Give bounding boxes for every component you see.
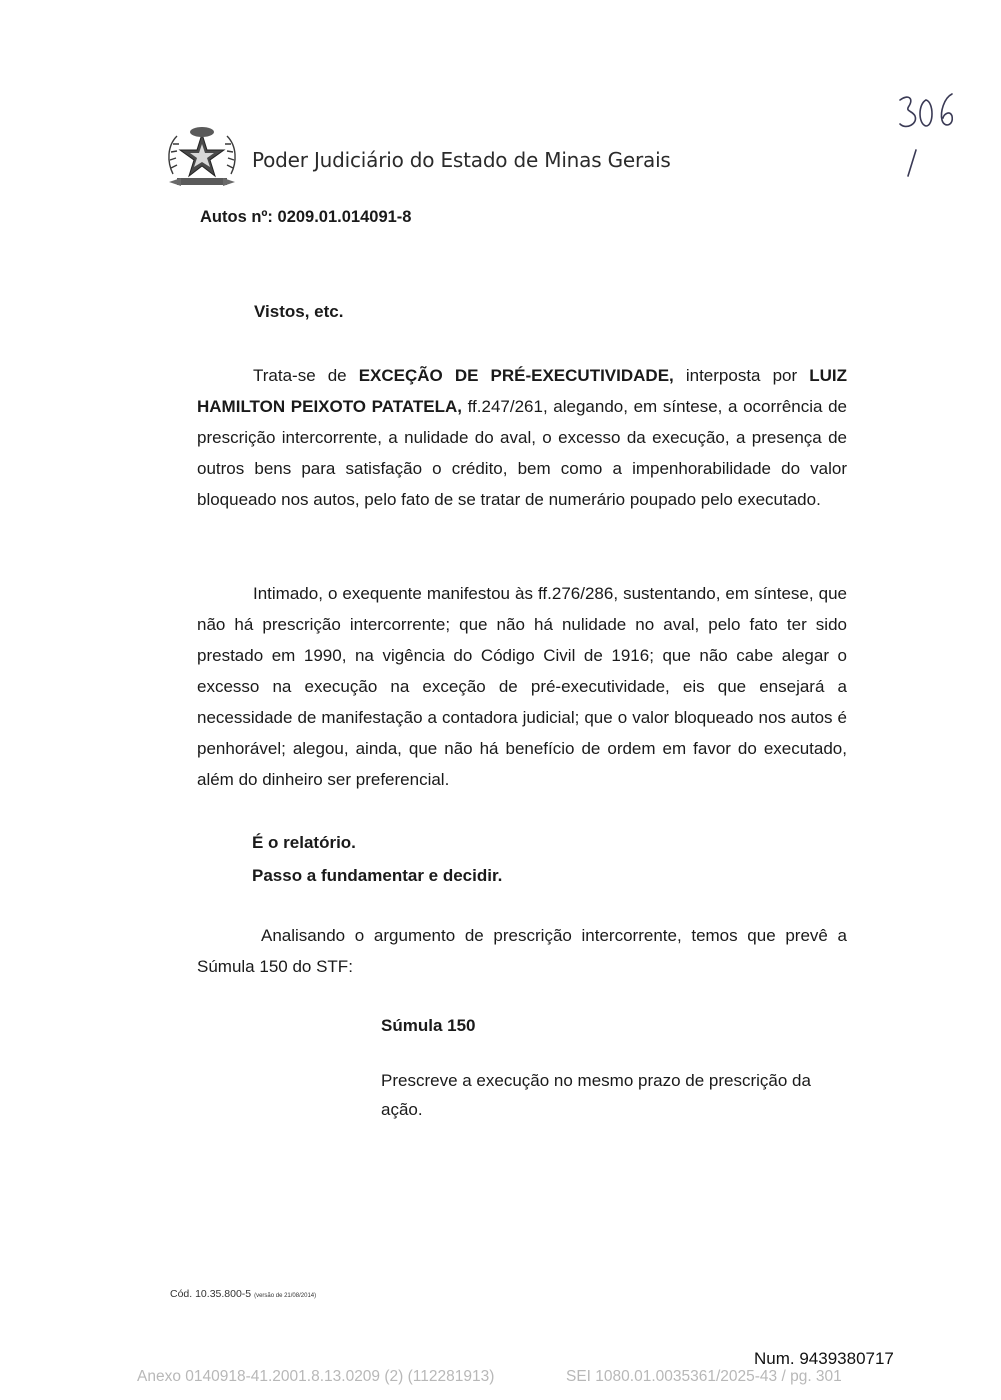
form-code bbox=[170, 1288, 316, 1300]
p1-text-3: ff.247/261, alegando, em síntese, a ocorrência de prescrição intercorrente, a nulidade do aval, o excesso da execução, a presença de outros bens para satisfação o crédito, bem como a impenhorabilidade do valor bloqueado nos autos, pelo fato de se tratar de numerário poupado pelo executado. bbox=[197, 397, 847, 509]
header-title: Poder Judiciário do Estado de Minas Gerais bbox=[252, 148, 671, 172]
report-heading bbox=[252, 826, 502, 892]
handwritten-folio-number bbox=[888, 88, 960, 180]
document-number: Num. 9439380717 bbox=[754, 1349, 894, 1368]
sei-reference: SEI 1080.01.0035361/2025-43 / pg. 301 bbox=[566, 1368, 842, 1385]
p1-text-1: Trata-se de bbox=[253, 366, 359, 385]
annex-reference: Anexo 0140918-41.2001.8.13.0209 (2) (112281913) bbox=[137, 1368, 495, 1385]
handwritten-folio-icon bbox=[888, 88, 960, 180]
sumula-title: Súmula 150 bbox=[381, 1016, 476, 1035]
paragraph-analysis bbox=[197, 920, 847, 982]
report-line: É o relatório. bbox=[252, 833, 356, 852]
paragraph-exception bbox=[197, 360, 847, 515]
form-code-version: (versão de 21/08/2014) bbox=[254, 1293, 317, 1299]
p1-text-2: interposta por bbox=[673, 366, 810, 385]
form-code-number: Cód. 10.35.800-5 bbox=[170, 1288, 252, 1300]
p1-bold-exception: EXCEÇÃO DE PRÉ-EXECUTIVIDADE, bbox=[358, 366, 674, 385]
paragraph-response bbox=[197, 578, 847, 795]
coat-of-arms-logo bbox=[163, 124, 241, 192]
greeting: Vistos, etc. bbox=[254, 302, 344, 321]
decide-line: Passo a fundamentar e decidir. bbox=[252, 866, 503, 885]
sumula-text: Prescreve a execução no mesmo prazo de prescrição da ação. bbox=[381, 1071, 811, 1119]
p2-text: Intimado, o exequente manifestou às ff.276/286, sustentando, em síntese, que não há prescrição intercorrente; que não há nulidade no aval, pelo fato ter sido prestado em 1990, na vigência do Código Civil de 1916; que não cabe alegar o excesso na execução na exceção de pré-executividade, eis que ensejará a necessidade de manifestação a contadora judicial; que o valor bloqueado nos autos é penhorável; alegou, ainda, que não há benefício de ordem em favor do executado, além do dinheiro ser preferencial. bbox=[197, 584, 847, 789]
p3-text: Analisando o argumento de prescrição intercorrente, temos que prevê a Súmula 150 do STF: bbox=[197, 926, 847, 976]
case-number: Autos nº: 0209.01.014091-8 bbox=[200, 208, 412, 226]
minas-gerais-coat-of-arms-icon bbox=[163, 124, 241, 192]
p1-bold-name: LUIZ HAMILTON PEIXOTO PATATELA, bbox=[197, 366, 847, 416]
